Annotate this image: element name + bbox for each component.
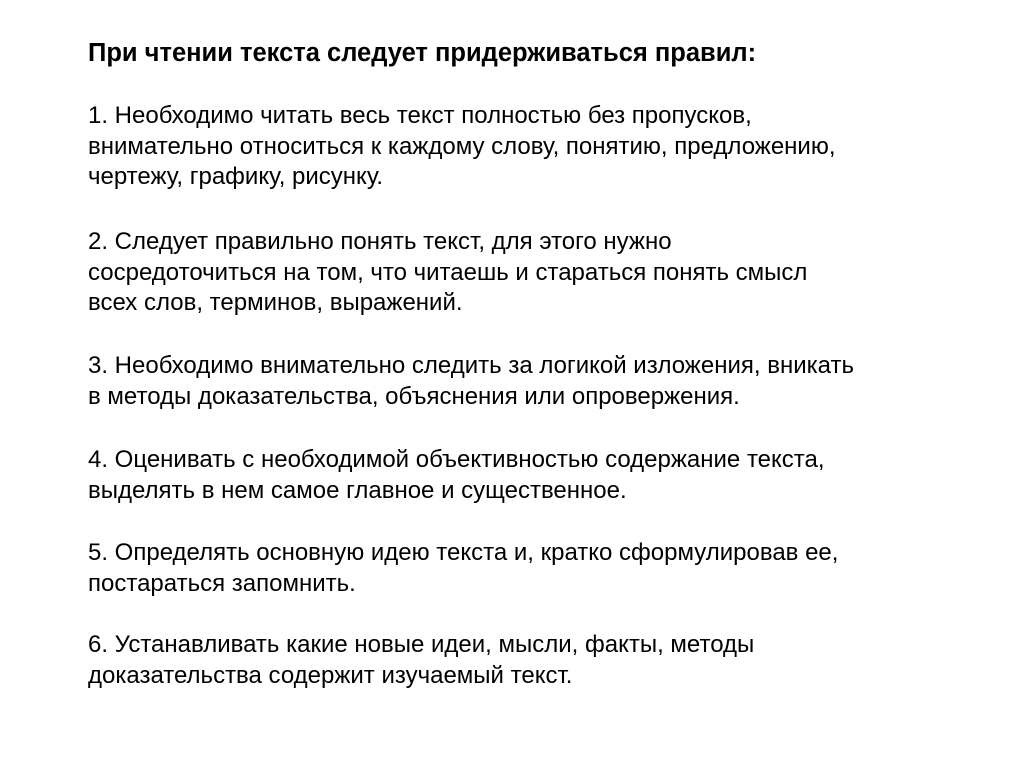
rule-item-4: 4. Оценивать с необходимой объективностью содержание текста, выделять в нем самое главное и существенное. — [88, 446, 825, 504]
rule-item-2: 2. Следует правильно понять текст, для этого нужно сосредоточиться на том, что читаешь и стараться понять смысл всех слов, терминов, выражений. — [88, 228, 808, 316]
rule-item-5: 5. Определять основную идею текста и, кратко сформулировав ее, постараться запомнить. — [88, 539, 839, 597]
rule-item-1: 1. Необходимо читать весь текст полностью без пропусков, внимательно относиться к каждому слову, понятию, предложению, чертежу, графику, рисунку. — [88, 102, 836, 190]
rule-item-6: 6. Устанавливать какие новые идеи, мысли, факты, методы доказательства содержит изучаемый текст. — [88, 631, 755, 689]
slide-title: При чтении текста следует придерживаться правил: — [88, 39, 757, 67]
rule-item-3: 3. Необходимо внимательно следить за логикой изложения, вникать в методы доказательства, объяснения или опровержения. — [88, 352, 854, 410]
